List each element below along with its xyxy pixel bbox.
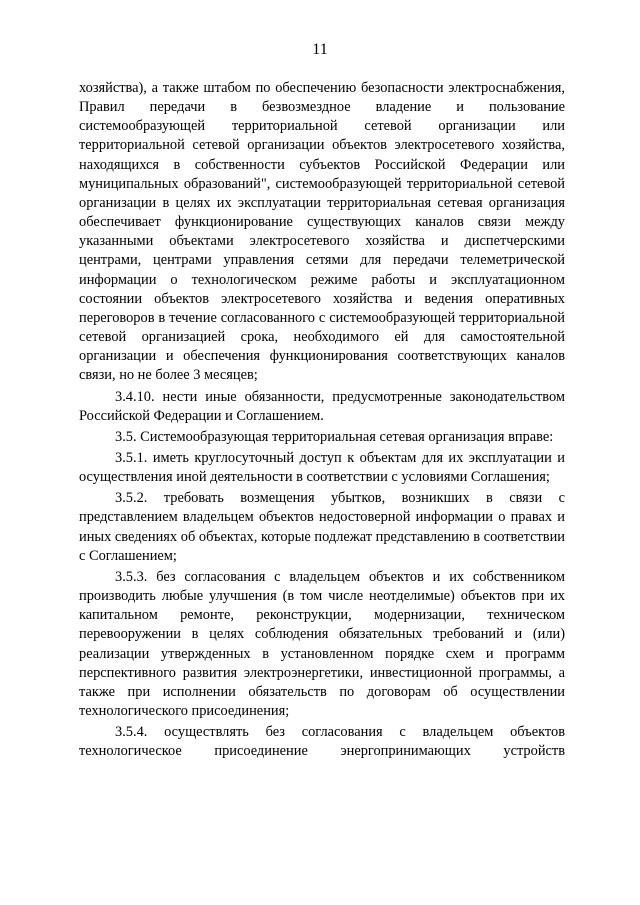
paragraph-3-5: 3.5. Системообразующая территориальная сетевая организация вправе: [115,428,554,445]
page-number: 11 [312,41,328,58]
paragraph-continuation: хозяйства), а также штабом по обеспечению безопасности электроснабжения, Правил передачи в безвозмездное владение и пользование системообразующей территориальной сетевой организации или территориальной сетевой организации объектов электросетевого хозяйства, находящихся в собственности субъектов Российской Федерации или муниципальных образований", системообразующей территориальной сетевой организации в целях их эксплуатации территориальная сетевая организация обеспечивает функционирование существующих каналов связи между указанными объектами электросетевого хозяйства и диспетчерскими центрами, центрами управления сетями для передачи телеметрической информации о технологическом режиме работы и эксплуатационном состоянии объектов электросетевого хозяйства и ведения оперативных переговоров в течение согласованного с системообразующей территориальной сетевой организацией срока, необходимого ей для самостоятельной организации и обеспечения функционирования соответствующих каналов связи, но не более 3 месяцев; [79,80,565,384]
paragraph-3-5-1: 3.5.1. иметь круглосуточный доступ к объектам для их эксплуатации и осуществления иной деятельности в соответствии с условиями Соглашения; [79,449,565,486]
paragraph-3-5-3: 3.5.3. без согласования с владельцем объектов и их собственником производить любые улучшения (в том числе неотделимые) объектов при их капитальном ремонте, реконструкции, модернизации, техническом перевооружении в целях соблюдения обязательных требований и (или) реализации утвержденных в установленном порядке схем и программ перспективного развития электроэнергетики, инвестиционной программы, а также при исполнении обязательств по договорам об осуществлении технологического присоединения; [79,568,565,719]
paragraph-3-5-4: 3.5.4. осуществлять без согласования с владельцем объектов технологическое присоединение энергопринимающих устройств [79,724,565,760]
paragraph-3-5-2: 3.5.2. требовать возмещения убытков, возникших в связи с представлением владельцем объектов недостоверной информации о правах и иных сведениях об объектах, которые подлежат представлению в соответствии с Соглашением; [79,490,565,564]
document-body [79,79,565,761]
paragraph-3-4-10: 3.4.10. нести иные обязанности, предусмотренные законодательством Российской Федерации и Соглашением. [79,388,565,424]
